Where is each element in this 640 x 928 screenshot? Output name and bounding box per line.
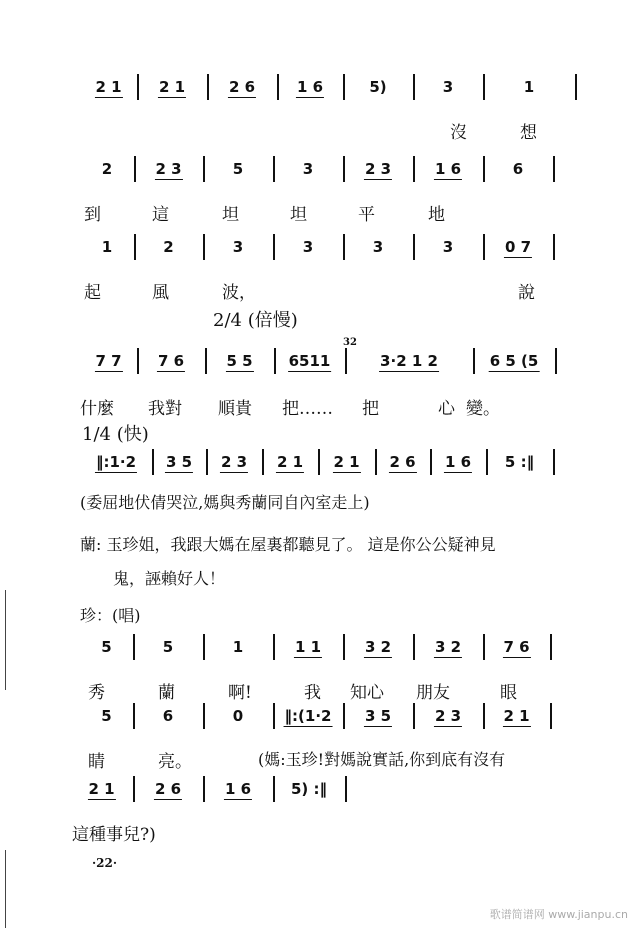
measure-notes: 2 1 [276, 453, 304, 471]
bar-line [134, 156, 136, 182]
bar-line [483, 634, 485, 660]
measure-notes: 1 6 [224, 780, 252, 798]
measure-notes: 2 [163, 238, 174, 256]
measure-notes: 6 [512, 160, 524, 178]
measure-notes: 2 3 [364, 160, 392, 178]
measure-notes: 3 [442, 78, 454, 96]
lyric: 我 [304, 683, 321, 703]
bar-line [277, 74, 279, 100]
lyric: 蘭 [158, 683, 175, 703]
bar-line [413, 74, 415, 100]
dialogue-line: 蘭: 玉珍姐，我跟大媽在屋裏都聽見了。 這是你公公疑神見 [80, 535, 496, 554]
measure-notes: 3 [232, 238, 244, 256]
bar-line [553, 449, 555, 475]
lyric: 沒 [450, 123, 467, 143]
bar-line [473, 348, 475, 374]
measure-notes: 3 [372, 238, 384, 256]
bar-line [273, 703, 275, 729]
bar-line [205, 348, 207, 374]
lyric: 說 [518, 283, 535, 303]
lyric: 把 [362, 399, 379, 419]
lyric: 順貴 [218, 399, 252, 419]
measure-notes: 6 5 (5 [489, 352, 539, 370]
measure-notes: 2 1 [88, 780, 115, 798]
lyric: 睛 [88, 752, 105, 772]
page-number: ·22· [92, 856, 118, 870]
bar-line [483, 703, 485, 729]
scan-edge-line [5, 590, 6, 690]
measure-notes: 5 5 [226, 352, 253, 370]
bar-line [273, 156, 275, 182]
bar-line [483, 74, 485, 100]
measure-number: 32 [343, 337, 357, 348]
lyric: 地 [428, 205, 445, 225]
measure-notes: 3 2 [364, 638, 392, 656]
measure-notes: 2 1 [503, 707, 530, 725]
bar-line [345, 776, 347, 802]
measure-notes: 1 [101, 238, 113, 256]
lyric: 亮。 [158, 752, 192, 772]
measure-notes: 2 1 [158, 78, 186, 96]
tempo-marking: 2/4 (倍慢) [213, 310, 298, 331]
bar-line [203, 156, 205, 182]
measure-notes: 5 [232, 160, 244, 178]
measure-notes: 5) [369, 78, 387, 96]
bar-line [203, 634, 205, 660]
lyric: 知心 [350, 683, 384, 703]
lyric: 這 [152, 205, 169, 225]
measure-notes: 2 6 [154, 780, 182, 798]
measure-notes: 2 6 [228, 78, 256, 96]
scan-edge-line [5, 850, 6, 928]
lyric: 啊! [228, 683, 252, 703]
lyric: 什麼 [80, 399, 114, 419]
bar-line [345, 348, 347, 374]
bar-line [318, 449, 320, 475]
measure-notes: 1 6 [296, 78, 324, 96]
measure-notes: 7 6 [503, 638, 530, 656]
measure-notes: 7 7 [95, 352, 122, 370]
bar-line [343, 156, 345, 182]
measure-notes: 1 6 [444, 453, 472, 471]
measure-notes: ‖:1·2 [95, 453, 137, 471]
bar-line [273, 234, 275, 260]
bar-line [343, 634, 345, 660]
bar-line [555, 348, 557, 374]
lyric: 想 [520, 123, 537, 143]
bar-line [413, 703, 415, 729]
measure-notes: 2 3 [155, 160, 182, 178]
measure-notes: ‖:(1·2 [284, 707, 332, 725]
bar-line [203, 234, 205, 260]
bar-line [553, 234, 555, 260]
bar-line [483, 156, 485, 182]
bar-line [152, 449, 154, 475]
lyric: 變。 [466, 399, 500, 419]
lyric: 心 [438, 399, 455, 419]
measure-notes: 2 3 [434, 707, 462, 725]
measure-notes: 0 7 [504, 238, 532, 256]
measure-notes: 1 [232, 638, 244, 656]
bar-line [134, 234, 136, 260]
bar-line [553, 156, 555, 182]
bar-line [206, 449, 208, 475]
measure-notes: 2 3 [220, 453, 248, 471]
bar-line [413, 156, 415, 182]
measure-notes: 5 [101, 707, 112, 725]
measure-notes: 1 [523, 78, 535, 96]
lyric: 坦 [222, 205, 239, 225]
bar-line [550, 634, 552, 660]
measure-notes: 2 6 [389, 453, 416, 471]
stage-direction: (委屈地伏倩哭泣,媽與秀蘭同自內室走上) [80, 493, 370, 512]
bar-line [483, 234, 485, 260]
lyric: 平 [358, 205, 375, 225]
measure-notes: 1 6 [434, 160, 462, 178]
measure-notes: 6511 [288, 352, 331, 370]
lyric: 眼 [500, 683, 517, 703]
measure-notes: 2 1 [95, 78, 122, 96]
bar-line [343, 703, 345, 729]
bar-line [203, 703, 205, 729]
bar-line [430, 449, 432, 475]
measure-notes: 7 6 [157, 352, 185, 370]
lyric: 起 [84, 283, 101, 303]
measure-notes: 3 5 [165, 453, 193, 471]
measure-notes: 2 1 [333, 453, 360, 471]
bar-line [375, 449, 377, 475]
bar-line [575, 74, 577, 100]
measure-notes: 5 :‖ [504, 453, 535, 471]
measure-notes: 5 [101, 638, 112, 656]
bar-line [274, 348, 276, 374]
watermark: 歌谱简谱网 www.jianpu.cn [489, 908, 628, 921]
bar-line [133, 776, 135, 802]
bar-line [137, 348, 139, 374]
measure-notes: 3 [302, 238, 314, 256]
measure-notes: 3 [302, 160, 314, 178]
lyric: 波， [222, 283, 256, 303]
bar-line [133, 634, 135, 660]
bar-line [203, 776, 205, 802]
bar-line [486, 449, 488, 475]
measure-notes: 3 5 [364, 707, 392, 725]
measure-notes: 5 [162, 638, 174, 656]
lyric: 秀 [88, 683, 105, 703]
lyric: 這種事兒?) [72, 825, 156, 845]
measure-notes: 0 [232, 707, 244, 725]
measure-notes: 1 1 [294, 638, 322, 656]
lyric: (媽:玉珍!對媽說實話,你到底有沒有 [258, 750, 506, 769]
dialogue-line: 鬼，誣賴好人！ [113, 569, 226, 588]
singer-label: 珍：(唱) [80, 606, 141, 625]
lyric: 風 [152, 283, 169, 303]
bar-line [343, 234, 345, 260]
lyric: 把…… [282, 399, 333, 419]
bar-line [273, 634, 275, 660]
lyric: 坦 [290, 205, 307, 225]
tempo-marking: 1/4 (快) [82, 424, 149, 445]
bar-line [413, 634, 415, 660]
bar-line [262, 449, 264, 475]
measure-notes: 6 [162, 707, 174, 725]
measure-notes: 5) :‖ [290, 780, 328, 798]
lyric: 到 [84, 205, 101, 225]
bar-line [343, 74, 345, 100]
measure-notes: 3·2 1 2 [380, 352, 438, 370]
lyric: 我對 [148, 399, 182, 419]
lyric: 朋友 [416, 683, 450, 703]
measure-notes: 3 2 [434, 638, 462, 656]
measure-notes: 3 [442, 238, 454, 256]
bar-line [273, 776, 275, 802]
measure-notes: 2 [101, 160, 113, 178]
bar-line [133, 703, 135, 729]
bar-line [550, 703, 552, 729]
bar-line [413, 234, 415, 260]
bar-line [137, 74, 139, 100]
bar-line [207, 74, 209, 100]
